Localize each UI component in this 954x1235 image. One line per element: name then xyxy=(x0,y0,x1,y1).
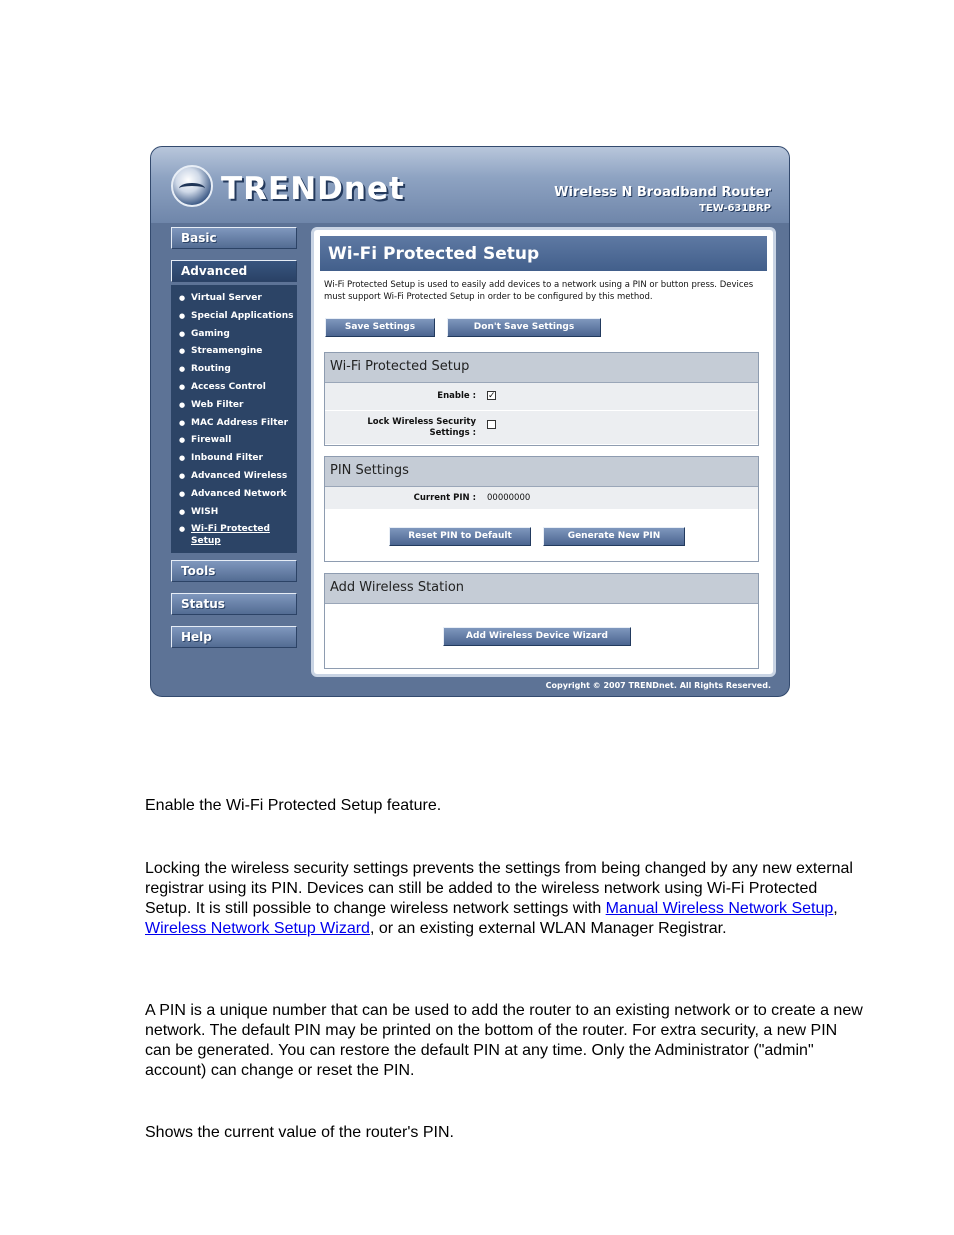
page-title: Wi-Fi Protected Setup xyxy=(320,236,767,271)
pin-section-title: PIN Settings xyxy=(325,457,758,487)
lock-text-c: , or an existing external WLAN Manager Registrar. xyxy=(369,920,727,937)
lock-label-line1: Lock Wireless Security xyxy=(367,417,476,427)
enable-row xyxy=(325,383,758,411)
wps-section xyxy=(324,352,759,446)
add-wireless-station-section xyxy=(324,573,759,669)
generate-pin-button[interactable]: Generate New PIN xyxy=(543,527,685,546)
lock-settings-checkbox[interactable] xyxy=(487,420,496,429)
paragraph-pin: A PIN is a unique number that can be used to add the router to an existing network or to create a new network. The default PIN may be printed on the bottom of the router. For extra security, a new PIN can be generated. You can restore the default PIN at any time. Only the Administrator ("admin" account) can change or reset the PIN. xyxy=(145,1002,863,1079)
trendnet-logo-icon xyxy=(171,165,213,207)
paragraph-lock xyxy=(145,859,857,939)
submenu-active-line1: Wi-Fi Protected xyxy=(191,524,270,535)
submenu-web-filter[interactable]: ● Web Filter xyxy=(191,399,297,417)
router-screenshot xyxy=(150,146,790,697)
product-model: TEW-631BRP xyxy=(699,203,771,214)
paragraph-current-pin: Shows the current value of the router's PIN. xyxy=(145,1124,454,1141)
manual-wireless-network-setup-link[interactable]: Manual Wireless Network Setup xyxy=(605,900,834,917)
submenu-advanced-wireless[interactable]: ● Advanced Wireless xyxy=(191,470,297,488)
wps-section-title: Wi-Fi Protected Setup xyxy=(325,353,758,383)
brand-logo-text: TRENDnet xyxy=(221,171,405,207)
submenu-wish[interactable]: ● WISH xyxy=(191,506,297,524)
pin-settings-section xyxy=(324,456,759,562)
current-pin-row xyxy=(325,487,758,510)
lock-text-b: , xyxy=(833,900,838,917)
lock-text-a: Locking the wireless security settings prevents the settings from being changed by any new external registrar using its PIN. Devices can still be added to the wireless network using Wi-Fi Protected Setup. It is still possible to change wireless network settings with xyxy=(145,860,853,917)
nav-basic[interactable]: Basic xyxy=(171,227,297,249)
reset-pin-button[interactable]: Reset PIN to Default xyxy=(389,527,531,546)
router-header xyxy=(151,147,790,223)
submenu-active-line2: Setup xyxy=(191,536,221,547)
submenu-streamengine[interactable]: ● Streamengine xyxy=(191,345,297,363)
content-panel xyxy=(311,227,776,677)
submenu-virtual-server[interactable]: ● Virtual Server xyxy=(191,292,297,310)
station-section-title: Add Wireless Station xyxy=(325,574,758,604)
wireless-network-setup-wizard-link[interactable]: Wireless Network Setup Wizard xyxy=(145,920,370,937)
paragraph-enable: Enable the Wi-Fi Protected Setup feature. xyxy=(145,797,442,814)
enable-checkbox[interactable]: ✓ xyxy=(488,390,496,400)
current-pin-value: 00000000 xyxy=(487,493,531,503)
lock-label-line2: Settings : xyxy=(429,428,476,438)
nav-advanced[interactable]: Advanced xyxy=(171,260,297,282)
lock-settings-label xyxy=(367,417,476,439)
nav-status[interactable]: Status xyxy=(171,593,297,615)
submenu-mac-address-filter[interactable]: ● MAC Address Filter xyxy=(191,417,297,435)
page-description: Wi-Fi Protected Setup is used to easily add devices to a network using a PIN or button press. Devices must support Wi-Fi Protected Setup in order to be configured by this method. xyxy=(324,280,754,302)
copyright: Copyright © 2007 TRENDnet. All Rights Reserved. xyxy=(545,681,771,690)
submenu-special-applications[interactable]: ● Special Applications xyxy=(191,310,297,328)
nav-help[interactable]: Help xyxy=(171,626,297,648)
submenu-advanced-network[interactable]: ● Advanced Network xyxy=(191,488,297,506)
submenu-access-control[interactable]: ● Access Control xyxy=(191,381,297,399)
dont-save-settings-button[interactable]: Don't Save Settings xyxy=(447,318,601,337)
submenu-wifi-protected-setup[interactable] xyxy=(191,523,297,551)
lock-settings-row xyxy=(325,411,758,445)
nav-tools[interactable]: Tools xyxy=(171,560,297,582)
submenu-routing[interactable]: ● Routing xyxy=(191,363,297,381)
submenu-firewall[interactable]: ● Firewall xyxy=(191,434,297,452)
product-title: Wireless N Broadband Router xyxy=(554,185,771,200)
submenu-gaming[interactable]: ● Gaming xyxy=(191,328,297,346)
advanced-submenu xyxy=(171,285,297,553)
current-pin-label: Current PIN : xyxy=(413,493,476,503)
save-settings-button[interactable]: Save Settings xyxy=(325,318,435,337)
add-wireless-device-wizard-button[interactable]: Add Wireless Device Wizard xyxy=(443,627,631,646)
enable-label: Enable : xyxy=(437,391,476,401)
submenu-inbound-filter[interactable]: ● Inbound Filter xyxy=(191,452,297,470)
